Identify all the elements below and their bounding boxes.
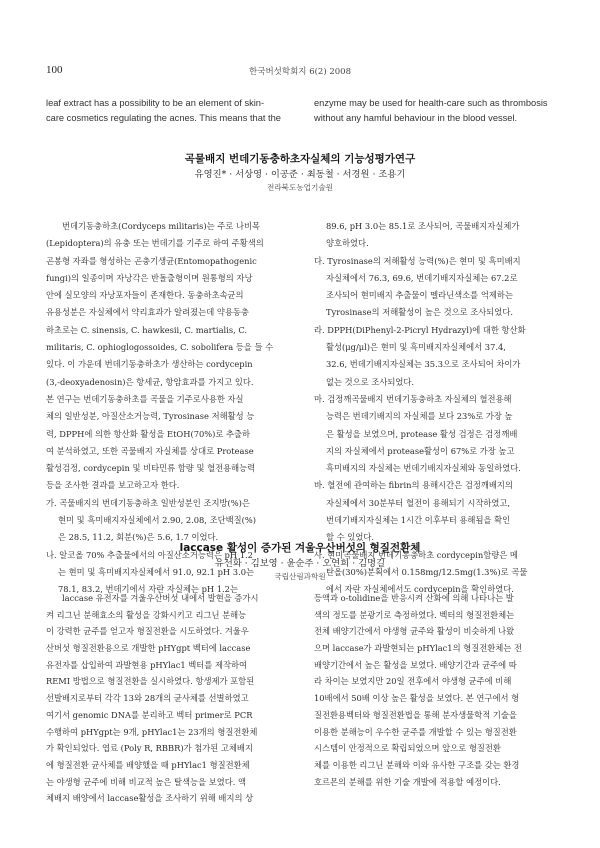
article-1-affiliation: 전라북도농업기술원 xyxy=(266,183,334,192)
text-line: 있다. 이 가운데 번데기동충하초가 생산하는 cordycepin xyxy=(46,359,253,370)
text-line: laccase 유전자를 겨울우산버섯 내에서 발현을 증가시 xyxy=(62,593,259,603)
text-line: 등액과 o-tolidine을 반응시켜 산화에 의해 나타나는 발 xyxy=(314,593,514,603)
text-line: 는 현미 및 흑미배지자실체에서 91.0, 92.1 pH 3.0는 xyxy=(58,566,254,577)
text-line: 할 수 있었다. xyxy=(326,532,374,543)
article-1-authors: 유영진* · 서상영 · 이공준 · 최동철 · 서경원 · 조용기 xyxy=(194,169,406,180)
text-line: 번데기동충하초(Cordyceps militaris)는 주로 나비목 xyxy=(62,221,260,231)
text-line: 조사되어 현미배지 추출물이 멜라닌색소를 억제하는 xyxy=(326,290,513,301)
text-line: 유용성분은 자실체에서 약리효과가 알려졌는데 약용동충 xyxy=(46,307,249,318)
text-line: 활성검정, cordycepin 및 비타민류 함량 및 혈전용해능력 xyxy=(46,463,256,474)
text-line: 지의 자실체에서 protease활성이 67%로 가장 높고 xyxy=(326,445,515,456)
text-line: 다. Tyrosinase의 저해활성 능력(%)은 현미 및 흑미배지 xyxy=(314,255,521,266)
article-2-right-column xyxy=(314,590,564,790)
text-line: 라. DPPH(DiPhenyl-2-Picryl Hydrazyl)에 대한 항산화 xyxy=(314,324,526,335)
article-1-title: 곡물배지 번데기동충하초자실체의 기능성평가연구 xyxy=(184,153,416,165)
text-line: 라 차이는 보였지만 20일 전후에서 야생형 균주에 비해 xyxy=(314,676,512,687)
text-line: 안에 실모양의 자낭포자들이 존재한다. 동충하초속균의 xyxy=(46,290,244,301)
text-line: 선발배지로부터 각각 13와 28개의 균사체를 선별하였고 xyxy=(46,693,249,704)
text-line: 배양기간에서 높은 활성을 보였다. 배양기간과 균주에 따 xyxy=(314,659,517,670)
text-line: 이 강력한 균주를 얻고자 형질전환을 시도하였다. 겨울우 xyxy=(46,626,249,637)
text-line: 곤봉형 자좌를 형성하는 곤충기생균(Entomopathogenic xyxy=(46,255,257,266)
text-line: 에서 자란 자실체에서도 cordycepin을 확인하였다. xyxy=(326,584,514,595)
text-line: 산버섯 형질전환용으로 개발한 pHYgpt 벡터에 laccase xyxy=(46,643,251,654)
article-2-title: laccase 활성이 증가된 겨울우산버섯의 형질전환체 xyxy=(179,542,421,554)
text-line: 마. 검정깨곡물배지 번데기동충하초 자실체의 혈전용해 xyxy=(314,393,512,404)
article-2-left-column xyxy=(46,590,296,807)
article-2-affiliation: 국립산림과학원 xyxy=(274,572,326,581)
text-line: 78.1, 83.2, 번데기에서 자란 자실체는 pH 1.2는 xyxy=(58,584,238,595)
text-line: 력, DPPH에 의한 항산화 활성을 EtOH(70%)로 추출하 xyxy=(46,428,251,439)
text-line: 자실체에서 30분부터 혈전이 용해되기 시작하였고, xyxy=(326,497,511,508)
text-line: 능력은 번데기배지의 자실체를 보다 23%로 가장 높 xyxy=(326,411,513,422)
text-line: 체배지 배양에서 laccase활성을 조사하기 위해 배지의 상 xyxy=(46,793,254,804)
text-line: 유전자를 삽입하여 과발현용 pHYlac1 벡터를 제작하여 xyxy=(46,659,248,670)
text-line: 활성(μg/μl)은 현미 및 흑미배지자실체에서 37.4, xyxy=(326,342,506,353)
text-line: 수행하여 pHYgpt는 9개, pHYlac1는 23개의 형질전환체 xyxy=(46,726,258,737)
text-line: 사. 현미곡물배지 번데기동충하초 cordycepin함량은 메 xyxy=(314,549,518,560)
text-line: 질전환용벡터와 형질전환법을 통해 분자생물학적 기술을 xyxy=(314,709,517,720)
text-line: 체를 이용한 리그닌 분해와 이와 유사한 구조를 갖는 환경 xyxy=(314,759,520,770)
text-line: 시스템이 안정적으로 확립되었으며 앞으로 형질전환 xyxy=(314,743,501,754)
text-line: 바. 혈전에 관여하는 fibrin의 용해시간은 검정깨배지의 xyxy=(314,480,513,491)
text-line: 호르몬의 분해를 위한 기술 개발에 적용할 예정이다. xyxy=(314,776,501,787)
text-line: 89.6, pH 3.0는 85.1로 조사되어, 곡물배지자실체가 xyxy=(326,221,520,231)
text-line: 현미 및 흑미배지자실체에서 2.90, 2.08, 조단백질(%) xyxy=(58,515,257,526)
text-line: 탄올(30%)분획에서 0.158mg/12.5mg(1.3%)로 곡물 xyxy=(326,566,528,577)
page-number: 100 xyxy=(46,64,63,76)
text-line: 은 28.5, 11.2, 회분(%)은 5.6, 1.7 이었다. xyxy=(58,532,219,543)
text-line: 여 분석하였고, 또한 곡물배지 자실체를 상대로 Protease xyxy=(46,445,254,456)
text-line: REMI 방법으로 형질전환을 실시하였다. 항생제가 포함된 xyxy=(46,676,255,687)
text-line: 전체 배양기간에서 야생형 균주와 활성이 비슷하게 나왔 xyxy=(314,626,515,637)
text-line: (Lepidoptera)의 유충 또는 번데기를 기주로 하여 주황색의 xyxy=(46,238,264,249)
text-line: 여기서 genomic DNA를 분리하고 벡터 primer로 PCR xyxy=(46,709,253,720)
text-line: 등을 조사한 결과를 보고하고자 한다. xyxy=(46,480,180,491)
text-line: 나. 알코올 70% 추출물에서의 아질산소거능력은 pH 1.2 xyxy=(46,549,253,560)
text-line: 는 야생형 균주에 비해 비교적 높은 탈색능을 보였다. 액 xyxy=(46,776,247,787)
text-line: (3,-deoxyadenosin)은 항세균, 항암효과를 가지고 있다. xyxy=(46,376,254,387)
text-line: without any hamful behaviour in the blood vessel. xyxy=(314,113,518,123)
article-2-authors: 유선화 · 김보영 · 윤순주 · 오연희 · 김명길 xyxy=(214,558,386,569)
text-line: 흑미배지의 자실체는 번데기배지자실체와 동일하였다. xyxy=(326,463,521,474)
text-line: 하초로는 C. sinensis, C. hawkesii, C. martialis, C. xyxy=(46,324,248,335)
text-line: 없는 것으로 조사되었다. xyxy=(326,376,415,387)
text-line: 10배에서 50배 이상 높은 활성을 보였다. 본 연구에서 형 xyxy=(314,693,520,704)
text-line: 체의 일반성분, 아질산소거능력, Tyrosinase 저해활성 능 xyxy=(46,411,255,422)
text-line: 이용한 분해능이 우수한 균주를 개발할 수 있는 형질전환 xyxy=(314,726,517,737)
text-line: enzyme may be used for health-care such as thrombosis xyxy=(314,98,548,108)
text-line: 에 형질전환 균사체를 배양했을 때 pHYlac1 형질전환체 xyxy=(46,759,250,770)
text-line: 가 확인되었다. 엽료 (Poly R, RBBR)가 첨가된 고체배지 xyxy=(46,743,253,754)
text-line: 32.6, 번데기배지자실체는 35.3으로 조사되어 차이가 xyxy=(326,359,521,370)
text-line: 번데기배지자실체는 1시간 이후부터 용해됨을 확인 xyxy=(326,515,511,526)
page-header xyxy=(46,64,554,80)
text-line: care cosmetics regulating the acnes. This means that the xyxy=(46,113,281,123)
text-line: fungi)의 일종이며 자낭각은 반돌출형이며 원통형의 자낭 xyxy=(46,272,253,283)
text-line: 은 활성을 보였으며, protease 활성 검정은 검정깨배 xyxy=(326,428,518,439)
text-line: 으며 laccase가 과발현되는 pHYlac1의 형질전환체는 전 xyxy=(314,643,522,654)
text-line: 가. 곡물배지의 번데기동충하초 일반성분인 조지방(%)은 xyxy=(46,497,250,508)
journal-citation: 한국버섯학회지 6(2) 2008 xyxy=(249,67,351,77)
previous-abstract-right-text xyxy=(314,96,564,126)
text-line: 켜 리그닌 분해효소의 활성을 강화시키고 리그닌 분해능 xyxy=(46,609,247,620)
text-line: 자실체에서 76.3, 69.6, 번데기배지자실체는 67.2로 xyxy=(326,272,518,283)
text-line: militaris, C. ophioglogossoides, C. sobolifera 등을 들 수 xyxy=(46,342,274,353)
text-line: Tyrosinase의 저해활성이 높은 것으로 조사되었다. xyxy=(326,307,513,318)
previous-abstract-left-text xyxy=(46,96,296,126)
text-line: 색의 정도를 분광기로 측정하였다. 벡터의 형질전환체는 xyxy=(314,609,515,620)
text-line: 본 연구는 번데기동충하초를 곡물을 기주로사용한 자실 xyxy=(46,393,244,404)
text-line: 양호하였다. xyxy=(326,238,369,249)
text-line: leaf extract has a possibility to be an element of skin- xyxy=(46,98,265,108)
